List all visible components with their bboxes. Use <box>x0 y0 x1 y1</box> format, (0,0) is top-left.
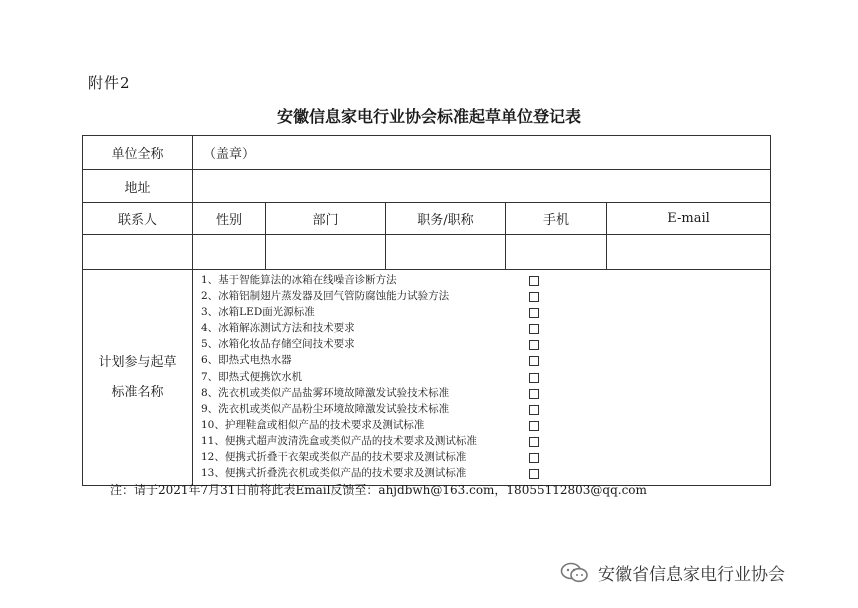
plan-item-checkbox[interactable] <box>529 421 539 431</box>
plan-item-checkbox[interactable] <box>529 340 539 350</box>
plan-item <box>201 304 770 320</box>
plan-item <box>201 465 770 481</box>
registration-form <box>82 135 771 486</box>
plan-label <box>83 270 193 486</box>
footer-watermark <box>560 560 785 585</box>
plan-item-label: 6、即热式电热水器 <box>201 354 292 367</box>
plan-item-label: 13、便携式折叠洗衣机或类似产品的技术要求及测试标准 <box>201 467 467 480</box>
email-header: E-mail <box>607 203 771 235</box>
plan-label-line1: 计划参与起草 <box>98 354 177 370</box>
phone-header: 手机 <box>506 203 607 235</box>
plan-items-cell <box>193 270 771 486</box>
plan-item-checkbox[interactable] <box>529 373 539 383</box>
plan-label-line2: 标准名称 <box>111 384 164 400</box>
footer-watermark-text: 安徽省信息家电行业协会 <box>598 565 785 585</box>
plan-item <box>201 385 770 401</box>
department-header: 部门 <box>266 203 386 235</box>
contacts-label: 联系人 <box>83 203 193 235</box>
gender-header: 性别 <box>193 203 266 235</box>
plan-item-checkbox[interactable] <box>529 292 539 302</box>
plan-item-label: 1、基于智能算法的冰箱在线噪音诊断方法 <box>201 274 397 286</box>
attachment-label: 附件2 <box>88 74 131 92</box>
contact-gender-field[interactable] <box>193 235 266 270</box>
position-header: 职务/职称 <box>386 203 506 235</box>
plan-item <box>201 352 770 368</box>
contact-email-field[interactable] <box>607 235 771 270</box>
plan-item-label: 11、便携式超声波清洗盒或类似产品的技术要求及测试标准 <box>201 434 477 447</box>
plan-item <box>201 433 770 449</box>
unit-name-label: 单位全称 <box>83 136 193 170</box>
contact-name-field[interactable] <box>83 235 193 270</box>
plan-item-label: 7、即热式便携饮水机 <box>201 370 303 383</box>
plan-item <box>201 336 770 352</box>
address-field[interactable] <box>193 170 771 203</box>
plan-item <box>201 272 770 288</box>
plan-item-label: 10、护理鞋盒或相似产品的技术要求及测试标准 <box>201 418 425 431</box>
plan-item <box>201 288 770 304</box>
plan-item-label: 3、冰箱LED面光源标准 <box>201 306 315 319</box>
wechat-icon <box>560 562 590 584</box>
plan-item <box>201 320 770 336</box>
plan-item-checkbox[interactable] <box>529 437 539 447</box>
plan-item-checkbox[interactable] <box>529 389 539 399</box>
plan-item <box>201 417 770 433</box>
plan-item-label: 8、洗衣机或类似产品盐雾环境故障激发试验技术标准 <box>201 386 450 399</box>
plan-item-checkbox[interactable] <box>529 276 539 286</box>
plan-item-label: 4、冰箱解冻测试方法和技术要求 <box>201 322 355 335</box>
footer-note: 注：请于2021年7月31日前将此表Email反馈至：ahjdbwh@163.com，18055112803@qq.com <box>110 483 647 497</box>
plan-item-checkbox[interactable] <box>529 356 539 366</box>
plan-item-checkbox[interactable] <box>529 453 539 463</box>
plan-item <box>201 449 770 465</box>
contact-phone-field[interactable] <box>506 235 607 270</box>
plan-item <box>201 369 770 385</box>
plan-items-list <box>201 272 770 481</box>
plan-item-checkbox[interactable] <box>529 324 539 334</box>
contact-department-field[interactable] <box>266 235 386 270</box>
plan-item-label: 9、洗衣机或类似产品粉尘环境故障激发试验技术标准 <box>201 402 450 415</box>
plan-item <box>201 401 770 417</box>
unit-name-field[interactable]: （盖章） <box>193 136 771 170</box>
plan-item-checkbox[interactable] <box>529 308 539 318</box>
plan-item-checkbox[interactable] <box>529 469 539 479</box>
plan-item-label: 12、便携式折叠干衣架或类似产品的技术要求及测试标准 <box>201 451 467 464</box>
form-title: 安徽信息家电行业协会标准起草单位登记表 <box>276 107 581 126</box>
plan-item-checkbox[interactable] <box>529 405 539 415</box>
contact-position-field[interactable] <box>386 235 506 270</box>
address-label: 地址 <box>83 170 193 203</box>
plan-item-label: 2、冰箱铝制翅片蒸发器及回气管防腐蚀能力试验方法 <box>201 290 450 303</box>
plan-item-label: 5、冰箱化妆品存储空间技术要求 <box>201 338 355 351</box>
